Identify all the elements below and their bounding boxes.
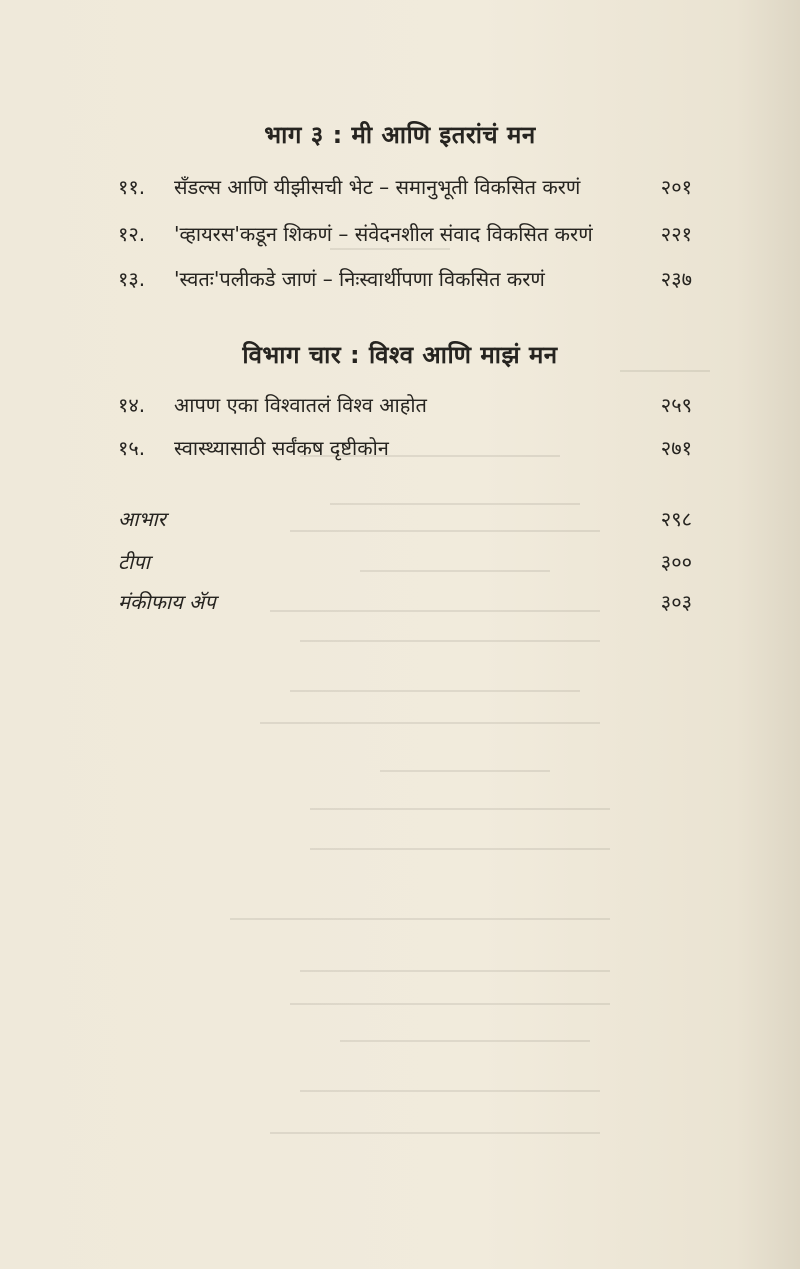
- backmatter-title: मंकीफाय ॲप: [118, 590, 216, 614]
- part-4-heading: विभाग चार : विश्व आणि माझं मन: [242, 341, 558, 369]
- page-number: ३०३: [660, 590, 692, 614]
- chapter-title: 'स्वतः'पलीकडे जाणं – निःस्वार्थीपणा विकसित करणं: [174, 267, 545, 291]
- chapter-number: ११.: [118, 175, 146, 199]
- backmatter-entry: [118, 585, 692, 619]
- chapter-title: आपण एका विश्वातलं विश्व आहोत: [174, 393, 427, 417]
- chapter-number: १३.: [118, 267, 146, 291]
- chapter-number: १२.: [118, 222, 146, 246]
- backmatter-title: आभार: [118, 507, 166, 531]
- page-number: २३७: [660, 267, 692, 291]
- toc-entry: [118, 170, 692, 204]
- chapter-title: स्वास्थ्यासाठी सर्वंकष दृष्टीकोन: [174, 436, 389, 460]
- page-number: २७१: [660, 436, 692, 460]
- page-number: २५९: [660, 393, 692, 417]
- chapter-number: १४.: [118, 393, 146, 417]
- chapter-title: 'व्हायरस'कडून शिकणं – संवेदनशील संवाद विकसित करणं: [174, 222, 593, 246]
- backmatter-entry: [118, 545, 692, 579]
- page-number: २२१: [660, 222, 692, 246]
- toc-entry: [118, 431, 692, 465]
- page-number: २९८: [660, 507, 692, 531]
- toc-entry: [118, 262, 692, 296]
- page-number: २०१: [660, 175, 692, 199]
- page-number: ३००: [660, 550, 692, 574]
- toc-entry: [118, 388, 692, 422]
- backmatter-entry: [118, 502, 692, 536]
- part-3-heading: भाग ३ : मी आणि इतरांचं मन: [264, 121, 536, 149]
- toc-entry: [118, 217, 692, 251]
- chapter-number: १५.: [118, 436, 146, 460]
- backmatter-title: टीपा: [118, 550, 150, 574]
- chapter-title: सँडल्स आणि यीझीसची भेट – समानुभूती विकसित करणं: [174, 175, 581, 199]
